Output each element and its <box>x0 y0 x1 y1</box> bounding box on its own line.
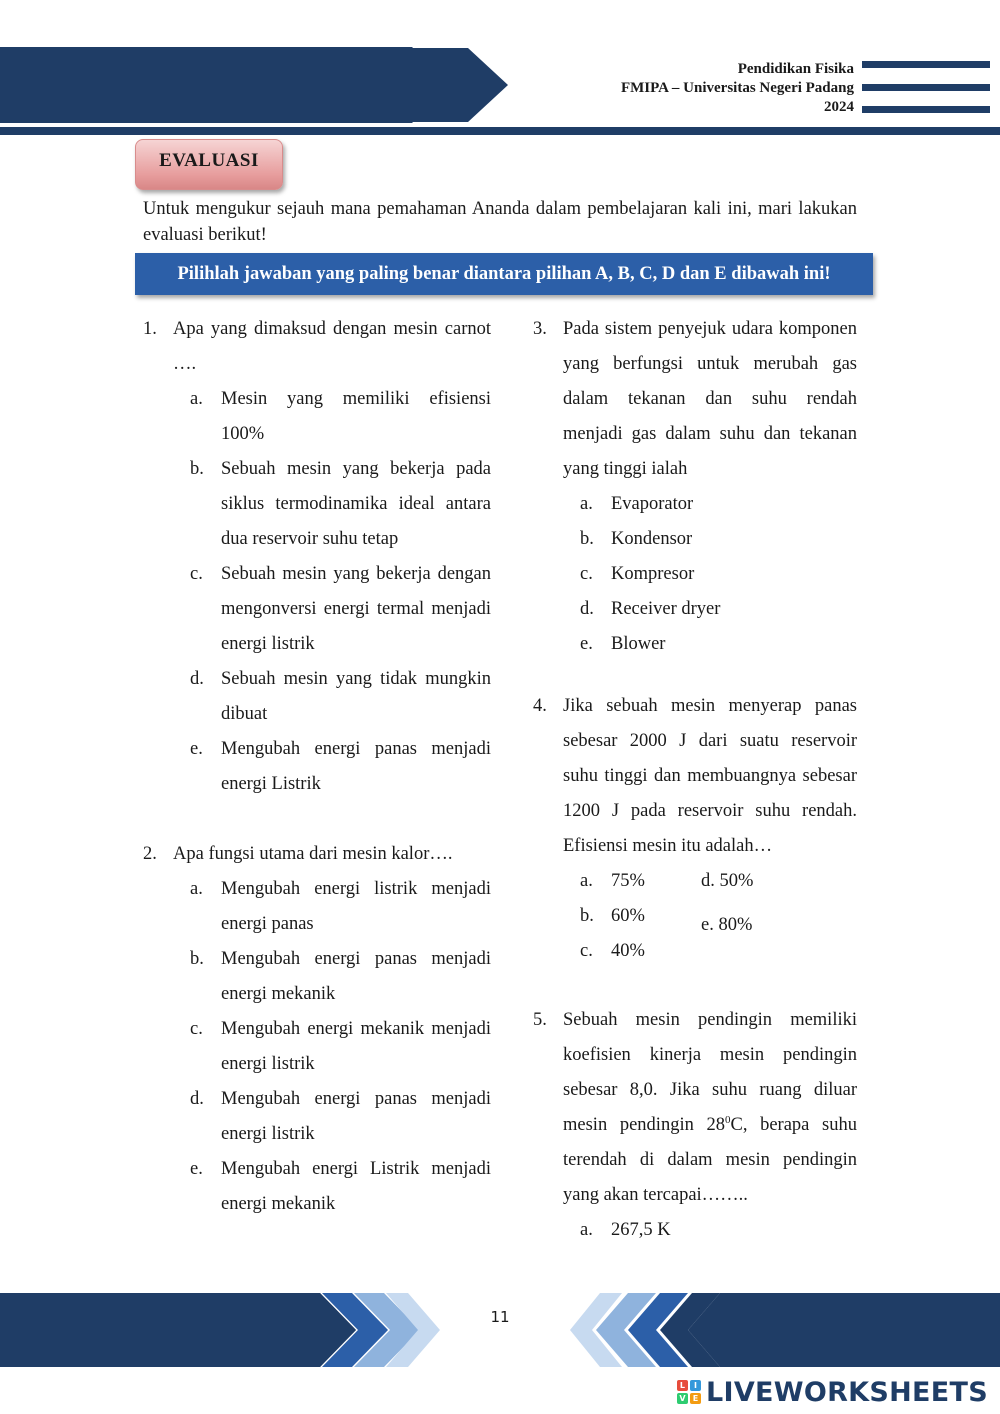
option-letter: d. <box>190 1089 204 1109</box>
option-letter: a. <box>190 879 203 899</box>
option-1e[interactable] <box>190 732 491 802</box>
option-text: Receiver dryer <box>611 599 721 619</box>
option-text: 80% <box>718 915 753 935</box>
option-text: Mengubah energi panas menjadi energi mekanik <box>221 949 491 1004</box>
option-3c[interactable] <box>580 557 857 592</box>
option-text: Sebuah mesin yang bekerja dengan mengonversi energi termal menjadi energi listrik <box>221 564 491 654</box>
question-number: 1. <box>143 319 157 339</box>
logo-letter-v: V <box>677 1393 688 1404</box>
option-letter: a. <box>580 1220 593 1240</box>
question-3 <box>533 312 857 662</box>
option-letter: d. <box>580 599 594 619</box>
question-text: Apa yang dimaksud dengan mesin carnot …. <box>173 319 491 374</box>
header-stripe-1 <box>862 61 990 68</box>
option-1d[interactable] <box>190 662 491 732</box>
option-3a[interactable] <box>580 487 857 522</box>
option-letter: b. <box>580 529 594 549</box>
question-text-part: C, berapa suhu terendah di dalam mesin pendingin yang akan tercapai…….. <box>563 1115 857 1205</box>
option-text: Mengubah energi panas menjadi energi listrik <box>221 1089 491 1144</box>
option-3b[interactable] <box>580 522 857 557</box>
option-letter: e. <box>701 915 714 935</box>
left-column <box>143 312 491 1222</box>
option-4d[interactable] <box>701 864 753 899</box>
option-letter: c. <box>190 564 203 584</box>
option-letter: e. <box>190 1159 203 1179</box>
logo-letter-l: L <box>677 1380 688 1391</box>
option-4a[interactable] <box>580 864 645 899</box>
question-text-part: Sebuah mesin pendingin memiliki koefisien kinerja mesin pendingin sebesar 8,0. Jika suhu ruang diluar mesin pendingin 28 <box>563 1010 857 1135</box>
option-list <box>190 872 491 1222</box>
option-4c[interactable] <box>580 934 645 969</box>
liveworksheets-wordmark: LIVEWORKSHEETS <box>705 1376 988 1408</box>
option-1a[interactable] <box>190 382 491 452</box>
option-3e[interactable] <box>580 627 857 662</box>
option-text: Mesin yang memiliki efisiensi 100% <box>221 389 491 444</box>
question-text: Pada sistem penyejuk udara komponen yang berfungsi untuk merubah gas dalam tekanan dan suhu rendah menjadi gas dalam suhu dan tekanan yang tinggi ialah <box>563 319 857 479</box>
option-2b[interactable] <box>190 942 491 1012</box>
question-number: 3. <box>533 319 547 339</box>
header-stripe-3 <box>862 106 990 113</box>
option-list <box>580 487 857 662</box>
option-letter: d. <box>190 669 204 689</box>
option-text: Blower <box>611 634 666 654</box>
option-5a[interactable] <box>580 1213 857 1248</box>
question-5 <box>533 1003 857 1248</box>
option-2c[interactable] <box>190 1012 491 1082</box>
option-2a[interactable] <box>190 872 491 942</box>
option-text: Sebuah mesin yang bekerja pada siklus termodinamika ideal antara dua reservoir suhu tetap <box>221 459 491 549</box>
liveworksheets-icon <box>677 1380 701 1404</box>
option-letter: c. <box>190 1019 203 1039</box>
option-1b[interactable] <box>190 452 491 557</box>
option-letter: b. <box>190 459 204 479</box>
option-2d[interactable] <box>190 1082 491 1152</box>
option-text: Evaporator <box>611 494 694 514</box>
degree-superscript: 0 <box>724 1113 731 1126</box>
option-4e[interactable] <box>701 908 752 943</box>
question-text: Apa fungsi utama dari mesin kalor…. <box>173 844 453 864</box>
option-text: 50% <box>719 871 754 891</box>
option-list <box>580 1213 857 1248</box>
option-text: Mengubah energi mekanik menjadi energi listrik <box>221 1019 491 1074</box>
logo-letter-e: E <box>690 1393 701 1404</box>
right-column <box>533 312 857 1248</box>
option-list <box>190 382 491 802</box>
question-number: 5. <box>533 1010 547 1030</box>
option-text: Kompresor <box>611 564 695 584</box>
option-text: Sebuah mesin yang tidak mungkin dibuat <box>221 669 491 724</box>
option-text: 60% <box>611 906 645 926</box>
option-letter: e. <box>580 634 593 654</box>
option-letter: d. <box>701 871 715 891</box>
instruction-banner: Pilihlah jawaban yang paling benar diantara pilihan A, B, C, D dan E dibawah ini! <box>135 253 873 295</box>
liveworksheets-logo[interactable] <box>677 1376 988 1408</box>
option-grid <box>580 864 857 969</box>
option-letter: a. <box>580 871 593 891</box>
option-text: Kondensor <box>611 529 693 549</box>
option-2e[interactable] <box>190 1152 491 1222</box>
header-stripe-2 <box>862 84 990 91</box>
footer-decoration <box>0 1284 1000 1374</box>
question-text <box>563 1003 857 1213</box>
option-text: Mengubah energi panas menjadi energi Listrik <box>221 739 491 794</box>
option-letter: b. <box>190 949 204 969</box>
footer-band-right <box>688 1293 1000 1367</box>
intro-text: Untuk mengukur sejauh mana pemahaman Ananda dalam pembelajaran kali ini, mari lakukan evaluasi berikut! <box>143 199 857 245</box>
question-1 <box>143 312 491 802</box>
option-letter: e. <box>190 739 203 759</box>
question-number: 2. <box>143 844 157 864</box>
header-underline <box>0 127 1000 135</box>
option-text: Mengubah energi listrik menjadi energi panas <box>221 879 491 934</box>
option-letter: b. <box>580 906 594 926</box>
option-4b[interactable] <box>580 899 645 934</box>
header-program: Pendidikan Fisika <box>737 61 854 77</box>
logo-letter-i: I <box>690 1380 701 1391</box>
header-faculty: FMIPA – Universitas Negeri Padang <box>620 80 854 96</box>
evaluasi-badge: EVALUASI <box>135 139 283 190</box>
option-3d[interactable] <box>580 592 857 627</box>
question-2 <box>143 837 491 1222</box>
footer-band-left <box>0 1293 300 1367</box>
option-text: 267,5 K <box>611 1220 671 1240</box>
question-text: Jika sebuah mesin menyerap panas sebesar 2000 J dari suatu reservoir suhu tinggi dan membuangnya sebesar 1200 J pada reservoir suhu rendah. Efisiensi mesin itu adalah… <box>563 696 857 856</box>
option-text: 40% <box>611 941 645 961</box>
option-text: Mengubah energi Listrik menjadi energi mekanik <box>221 1159 491 1214</box>
header-institution <box>621 60 854 117</box>
option-letter: a. <box>190 389 203 409</box>
option-letter: c. <box>580 941 593 961</box>
option-1c[interactable] <box>190 557 491 662</box>
option-letter: a. <box>580 494 593 514</box>
option-letter: c. <box>580 564 593 584</box>
question-4 <box>533 689 857 969</box>
header-year: 2024 <box>824 99 854 115</box>
question-number: 4. <box>533 696 547 716</box>
option-text: 75% <box>611 871 645 891</box>
page-number: 11 <box>490 1308 510 1326</box>
header-band <box>0 47 365 123</box>
